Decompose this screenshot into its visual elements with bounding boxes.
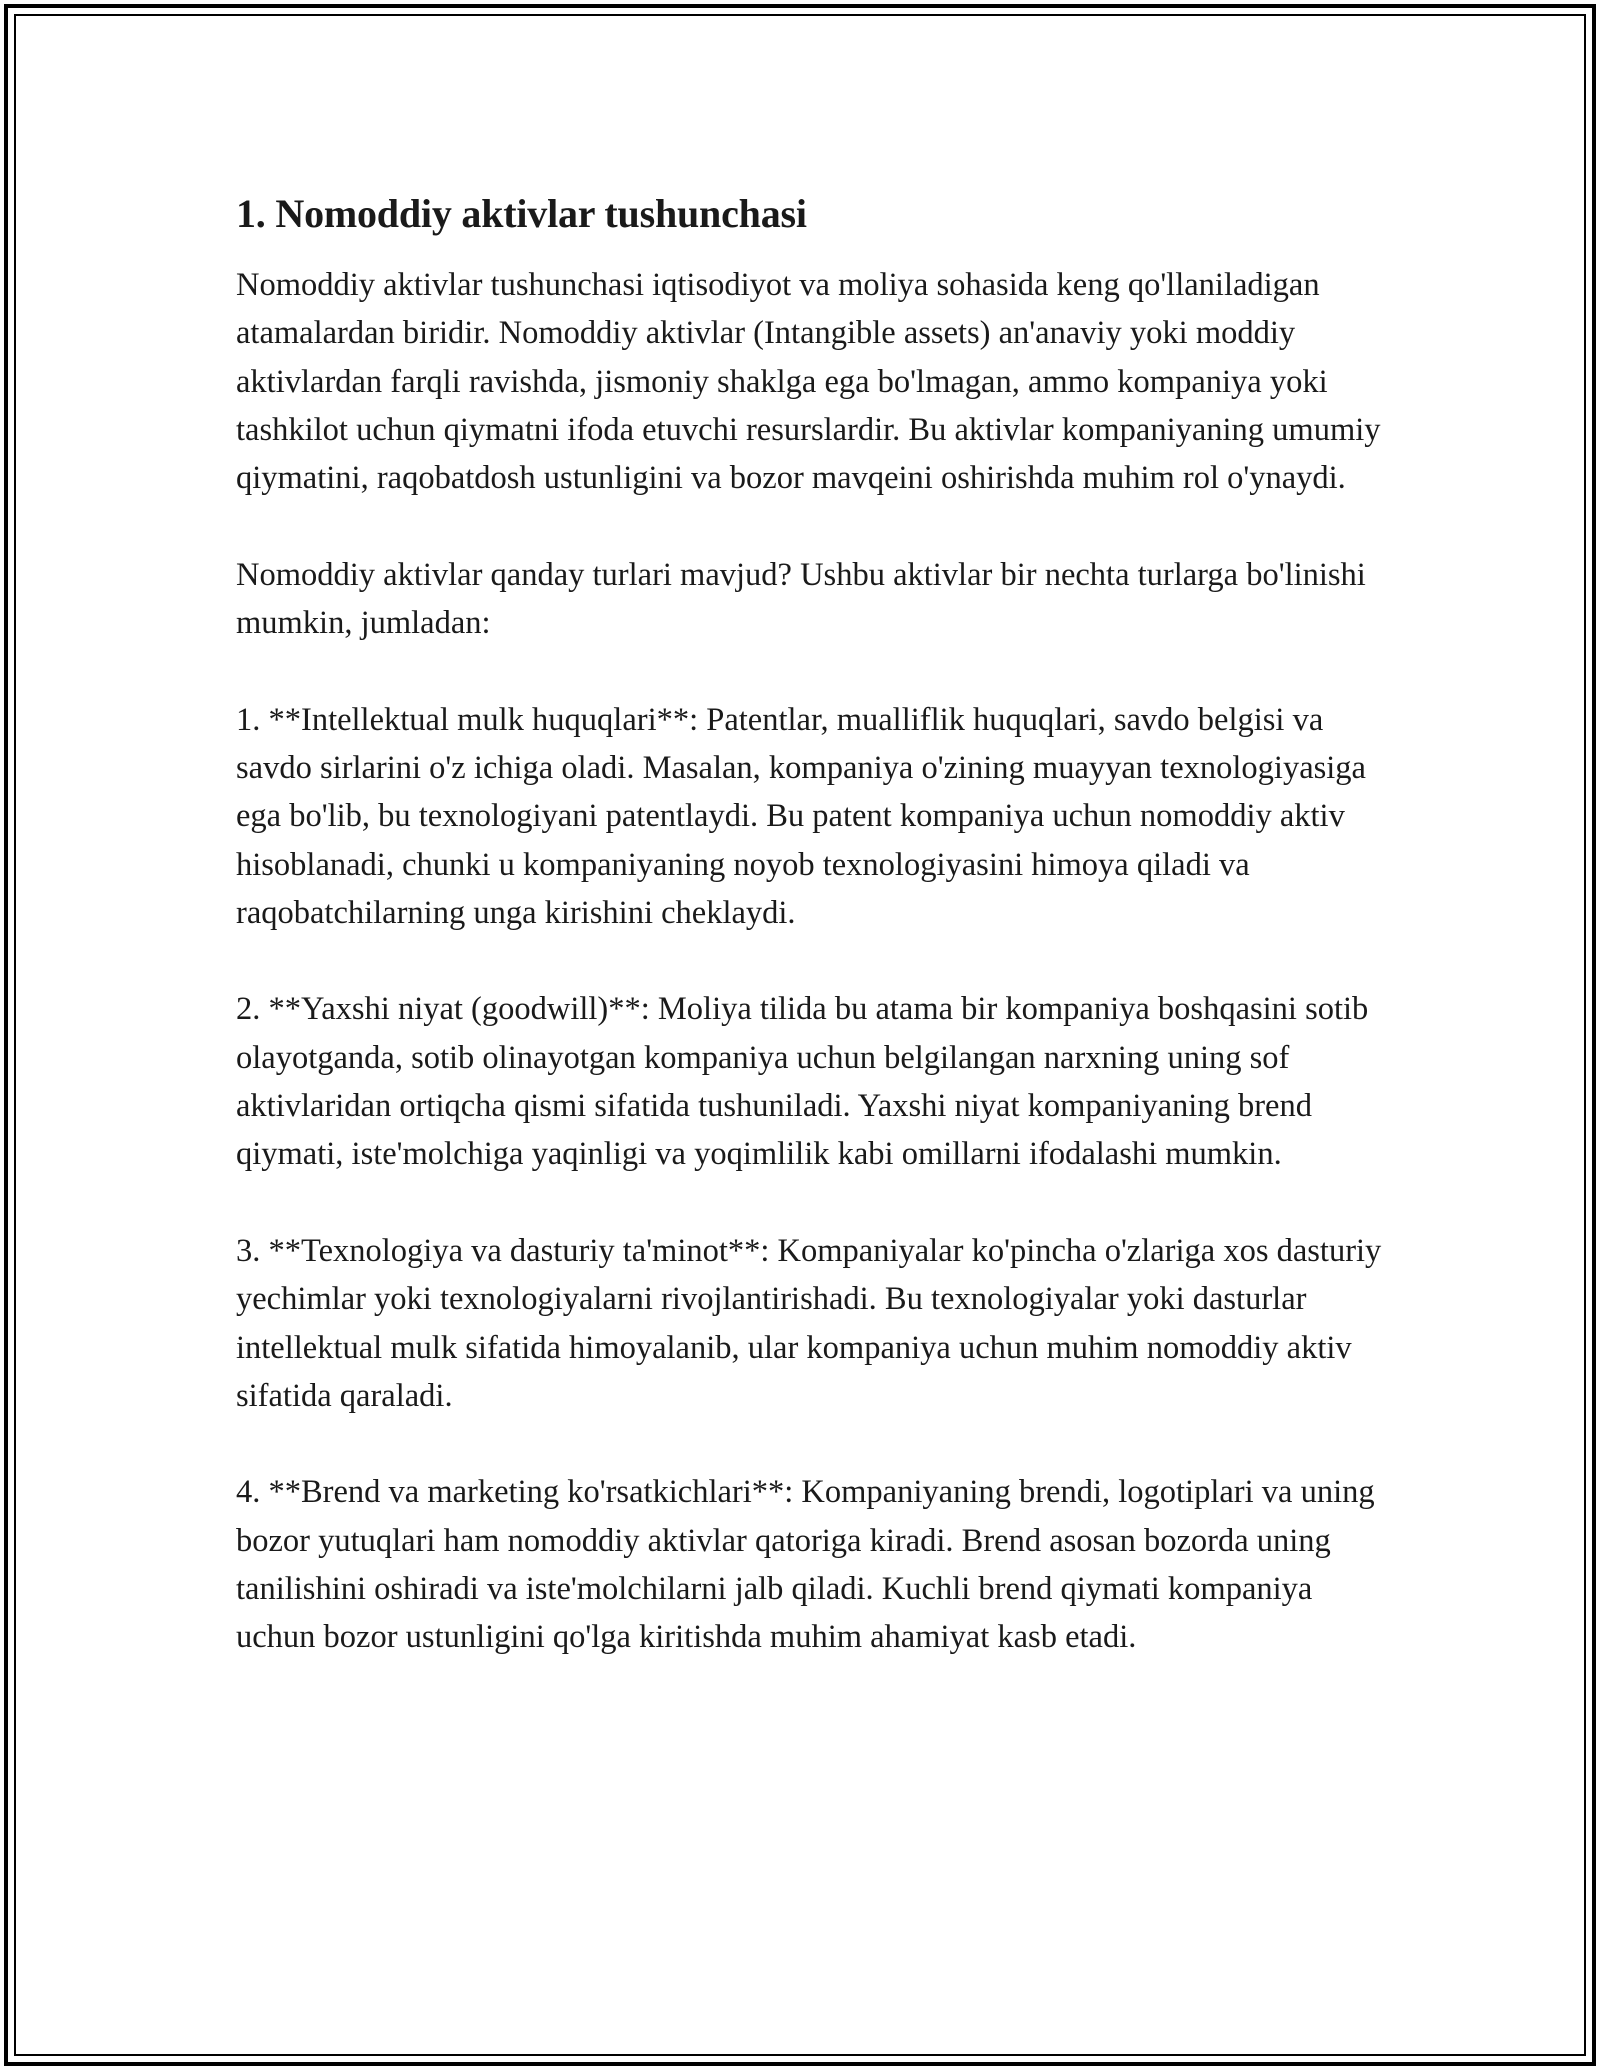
section-heading: 1. Nomoddiy aktivlar tushunchasi [236, 191, 807, 236]
types-question-paragraph: Nomoddiy aktivlar qanday turlari mavjud? Ushbu aktivlar bir nechta turlarga bo'linishi mumkin, jumladan: [236, 556, 1366, 642]
list-item-goodwill: 2. **Yaxshi niyat (goodwill)**: Moliya tilida bu atama bir kompaniya boshqasini sotib olayotganda, sotib olinayotgan kompaniya uchun belgilangan narxning uning sof aktivlaridan ortiqcha qismi sifatida tushuniladi. Yaxshi niyat kompaniyaning brend qiymati, iste'molchiga yaqinligi va yoqimlilik kabi omillarni ifodalashi mumkin. [236, 991, 1369, 1173]
list-item-intellectual-property: 1. **Intellektual mulk huquqlari**: Patentlar, mualliflik huquqlari, savdo belgisi va savdo sirlarini o'z ichiga oladi. Masalan, kompaniya o'zining muayyan texnologiyasiga ega bo'lib, bu texnologiyani patentlaydi. Bu patent kompaniya uchun nomoddiy aktiv hisoblanadi, chunki u kompaniyaning noyob texnologiyasini himoya qiladi va raqobatchilarning unga kirishini cheklaydi. [236, 701, 1366, 931]
list-item-brand-marketing: 4. **Brend va marketing ko'rsatkichlari**: Kompaniyaning brendi, logotiplari va uning bozor yutuqlari ham nomoddiy aktivlar qatoriga kiradi. Brend asosan bozorda uning tanilishini oshiradi va iste'molchilarni jalb qiladi. Kuchli brend qiymati kompaniya uchun bozor ustunligini qo'lga kiritishda muhim ahamiyat kasb etadi. [236, 1474, 1375, 1656]
document-body [236, 188, 1396, 1662]
list-item-technology-software: 3. **Texnologiya va dasturiy ta'minot**: Kompaniyalar ko'pincha o'zlariga xos dasturiy yechimlar yoki texnologiyalarni rivojlantirishadi. Bu texnologiyalar yoki dasturlar intellektual mulk sifatida himoyalanib, ular kompaniya uchun muhim nomoddiy aktiv sifatida qaraladi. [236, 1232, 1382, 1414]
intro-paragraph: Nomoddiy aktivlar tushunchasi iqtisodiyot va moliya sohasida keng qo'llaniladigan atamalardan biridir. Nomoddiy aktivlar (Intangible assets) an'anaviy yoki moddiy aktivlardan farqli ravishda, jismoniy shaklga ega bo'lmagan, ammo kompaniya yoki tashkilot uchun qiymatni ifoda etuvchi resurslardir. Bu aktivlar kompaniyaning umumiy qiymatini, raqobatdosh ustunligini va bozor mavqeini oshirishda muhim rol o'ynaydi. [236, 267, 1381, 497]
